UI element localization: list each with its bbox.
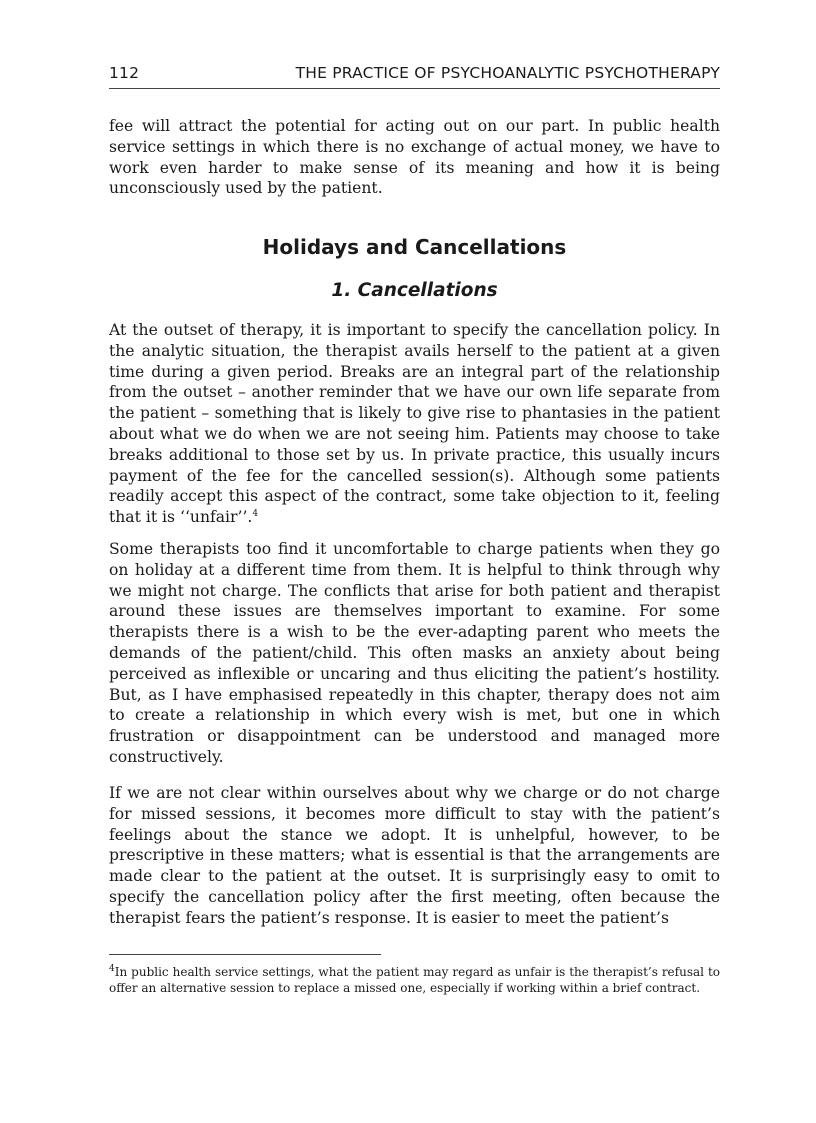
footnote-reference[interactable]: 4 — [252, 508, 259, 519]
paragraph-not-clear: If we are not clear within ourselves about why we charge or do not charge for missed sessions, it becomes more difficult to stay with the patient’s feelings about the stance we adopt. It is unhelpful, however, to be prescriptive in these matters; what is essential is that the arrangements are made clear to the patient at the outset. It is surprisingly easy to omit to specify the cancellation policy after the first meeting, often because the therapist fears the patient’s response. It is easier to meet the patient’s — [109, 784, 720, 927]
footnote-divider — [109, 954, 381, 955]
footnote-marker: 4 — [109, 964, 115, 974]
paragraph-continued: fee will attract the potential for acting out on our part. In public health service settings in which there is no exchange of actual money, we have to work even harder to make sense of its meaning and how it is being unconsciously used by the patient. — [109, 117, 720, 198]
paragraph-some-therapists: Some therapists too find it uncomfortable to charge patients when they go on holiday at a different time from them. It is helpful to think through why we might not charge. The conflicts that arise for both patient and therapist around these issues are themselves important to examine. For some therapists there is a wish to be the ever-adapting parent who meets the demands of the patient/child. This often masks an anxiety about being perceived as inflexible or uncaring and thus eliciting the patient’s hostility. But, as I have emphasised repeatedly in this chapter, therapy does not aim to create a relationship in which every wish is met, but one in which frustration or disappointment can be understood and managed more constructively. — [109, 540, 720, 766]
paragraph-cancellation-policy — [109, 320, 720, 528]
running-head — [109, 62, 720, 89]
subsection-heading: 1. Cancellations — [331, 280, 498, 301]
footnote — [109, 964, 720, 996]
paragraph-cancellation-policy-text: At the outset of therapy, it is important to specify the cancellation policy. In the analytic situation, the therapist avails herself to the patient at a given time during a given period. Breaks are an integral part of the relationship from the outset – another reminder that we have our own life separate from the patient – something that is likely to give rise to phantasies in the patient about what we do when we are not seeing him. Patients may choose to take breaks additional to those set by us. In private practice, this usually incurs payment of the fee for the cancelled session(s). Although some patients readily accept this aspect of the contract, some take objection to it, feeling that it is ‘‘unfair’’. — [109, 321, 720, 527]
section-heading: Holidays and Cancellations — [262, 235, 567, 259]
footnote-text: In public health service settings, what the patient may regard as unfair is the therapist’s refusal to offer an alternative session to replace a missed one, especially if working within a brief contract. — [109, 965, 720, 995]
running-title: THE PRACTICE OF PSYCHOANALYTIC PSYCHOTHERAPY — [295, 64, 720, 82]
page-number: 112 — [109, 64, 140, 82]
book-page — [109, 0, 720, 1123]
